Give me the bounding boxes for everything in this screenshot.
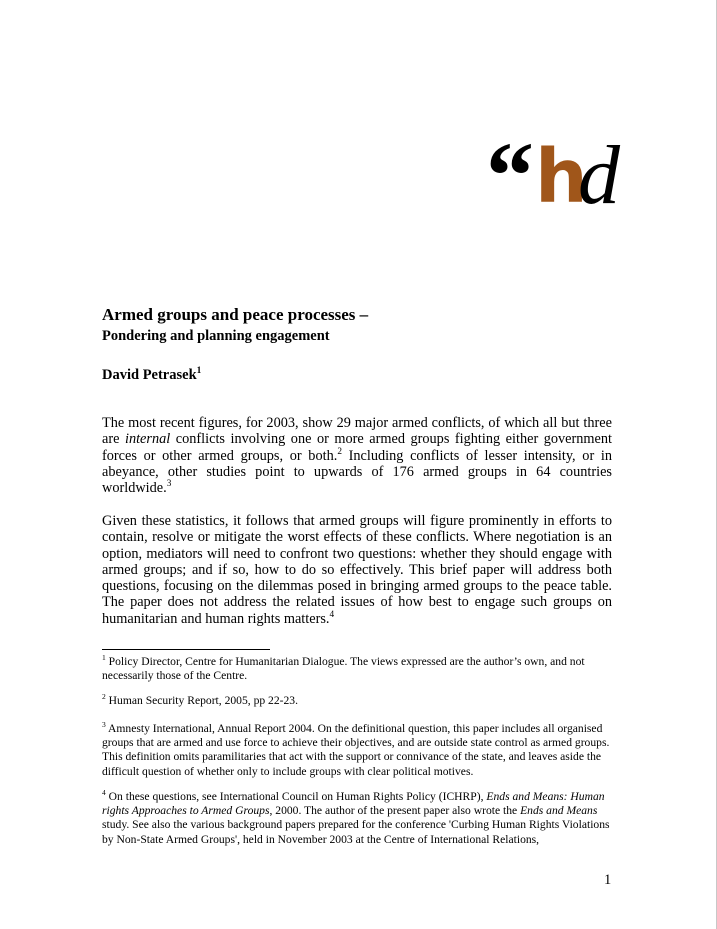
logo-letter-d: d (578, 129, 620, 222)
footnote-text: Human Security Report, 2005, pp 22-23. (105, 694, 299, 707)
logo-letter-h: h (535, 134, 588, 220)
paragraph-text: conflicts involving one or more armed groups fighting either government forces or other armed groups, or both. (102, 431, 613, 464)
logo-quote-mark: “ (486, 122, 530, 229)
footnote-text: Policy Director, Centre for Humanitarian Dialogue. The views expressed are the author’s own, and not necessarily those of the Centre. (102, 655, 585, 683)
paragraph-text: Given these statistics, it follows that armed groups will figure prominently in efforts to contain, resolve or mitigate the worst effects of these conflicts. Where negotiation is an option, mediators will need to confront two questions: whether they should engage with armed groups; and if so, how to do so effectively. This brief paper will address both questions, focusing on the dilemmas posed in bringing armed groups to the peace table. The paper does not address the related issues of how best to engage such groups on humanitarian and human rights matters. (102, 513, 612, 627)
footnote-text: Amnesty International, Annual Report 2004. On the definitional question, this paper includes all organised groups that are armed and use force to achieve their objectives, and are outside state control as armed groups. This definition omits paramilitaries that act with the support or connivance of the state, and leaves aside the difficult question of whether only to include groups with clear political motives. (102, 722, 610, 778)
footnote-number: 3 (102, 720, 106, 730)
footnote (102, 790, 612, 847)
footnote-number: 2 (102, 692, 106, 702)
body-paragraph (102, 513, 612, 627)
footnote (102, 655, 612, 683)
footnote (102, 722, 612, 779)
citation-title: Ends and Means (520, 804, 598, 818)
footnote-ref: 1 (196, 366, 202, 377)
footnote-separator (102, 649, 270, 650)
author-line (102, 366, 201, 384)
footnote-ref: 4 (329, 610, 335, 621)
emphasis-text: internal (124, 431, 171, 448)
footnote (102, 694, 612, 708)
footnote-ref: 3 (166, 479, 172, 490)
citation-title: Ends and Means: Human rights Approaches to Armed Groups (102, 790, 605, 818)
footnote-number: 4 (102, 788, 106, 798)
document-title: Armed groups and peace processes – (102, 305, 369, 324)
footnote-ref: 2 (337, 446, 342, 457)
footnote-text: On these questions, see International Council on Human Rights Policy (ICHRP), (105, 790, 487, 803)
body-paragraph (102, 415, 612, 496)
footnote-text: , 2000. The author of the present paper also wrote the (269, 804, 521, 818)
paragraph-text: The most recent figures, for 2003, show 29 major armed conflicts, of which all but three are (102, 415, 612, 448)
footnote-number: 1 (102, 653, 106, 663)
footnote-text: study. See also the various background papers prepared for the conference 'Curbing Human Rights Violations by Non-State Armed Groups', held in November 2003 at the Centre of International Relations, (102, 818, 610, 846)
page-number: 1 (604, 872, 612, 888)
paragraph-text: Including conflicts of lesser intensity, or in abeyance, other studies point to upwards of 176 armed groups in 64 countries worldwide. (102, 447, 612, 497)
author-name: David Petrasek (102, 367, 197, 383)
document-subtitle: Pondering and planning engagement (102, 328, 330, 344)
